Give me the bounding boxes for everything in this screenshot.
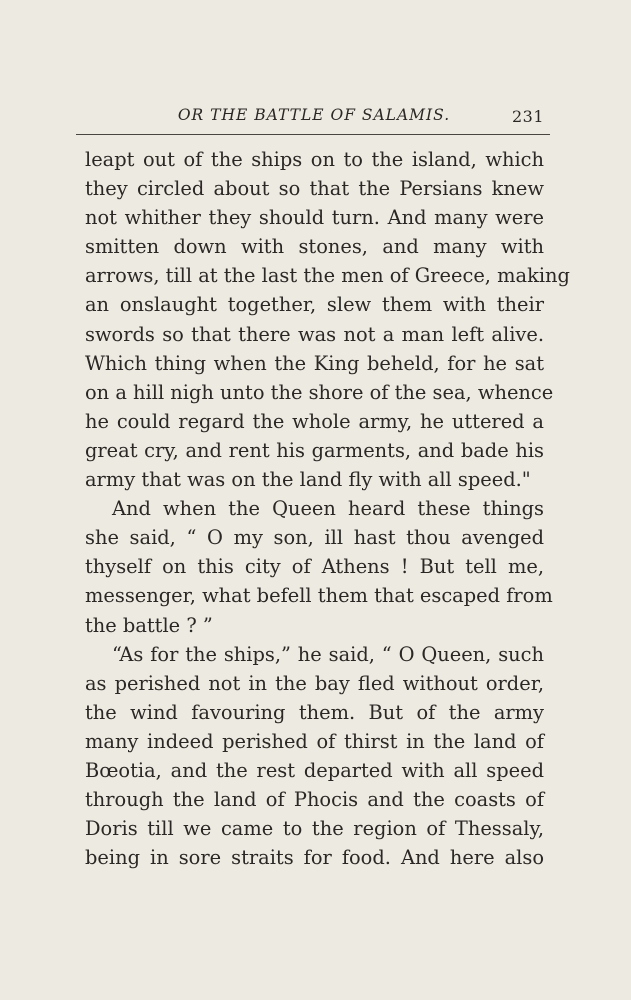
text-line: army that was on the land fly with all speed.": [85, 468, 531, 492]
text-line: he could regard the whole army, he uttered a: [85, 409, 544, 433]
body-text: [85, 145, 570, 872]
text-line: through the land of Phocis and the coasts of: [85, 788, 544, 812]
text-line: messenger, what befell them that escaped from: [85, 584, 553, 608]
text-line: Bœotia, and the rest departed with all speed: [85, 758, 544, 782]
text-line: an onslaught together, slew them with their: [85, 293, 544, 317]
running-title: OR THE BATTLE OF SALAMIS.: [177, 106, 451, 124]
text-line: leapt out of the ships on to the island, which: [85, 148, 544, 171]
header-rule: [76, 134, 550, 135]
text-line: she said, “ O my son, ill hast thou avenged: [85, 526, 544, 550]
text-line: as perished not in the bay fled without order,: [85, 671, 544, 695]
text-line: being in sore straits for food. And here also: [85, 846, 544, 870]
text-line: Which thing when the King beheld, for he sat: [85, 351, 544, 375]
text-line: And when the Queen heard these things: [112, 497, 544, 521]
text-line: not whither they should turn. And many were: [85, 206, 544, 230]
text-line: great cry, and rent his garments, and bade his: [85, 438, 544, 462]
text-line: many indeed perished of thirst in the land of: [85, 729, 544, 753]
text-line: the wind favouring them. But of the army: [85, 700, 544, 724]
page-header: [78, 106, 550, 128]
text-line: smitten down with stones, and many with: [85, 235, 544, 259]
text-line: the battle ? ”: [85, 613, 213, 637]
text-line: arrows, till at the last the men of Greece, making: [85, 264, 570, 288]
text-line: on a hill nigh unto the shore of the sea, whence: [85, 380, 554, 404]
text-line: thyself on this city of Athens ! But tell me,: [85, 555, 544, 579]
text-line: they circled about so that the Persians knew: [85, 177, 544, 201]
text-line: swords so that there was not a man left alive.: [85, 322, 544, 346]
text-line: “As for the ships,” he said, “ O Queen, such: [112, 642, 544, 666]
page-number: 231: [511, 107, 544, 126]
text-line: Doris till we came to the region of Thessaly,: [85, 817, 544, 841]
